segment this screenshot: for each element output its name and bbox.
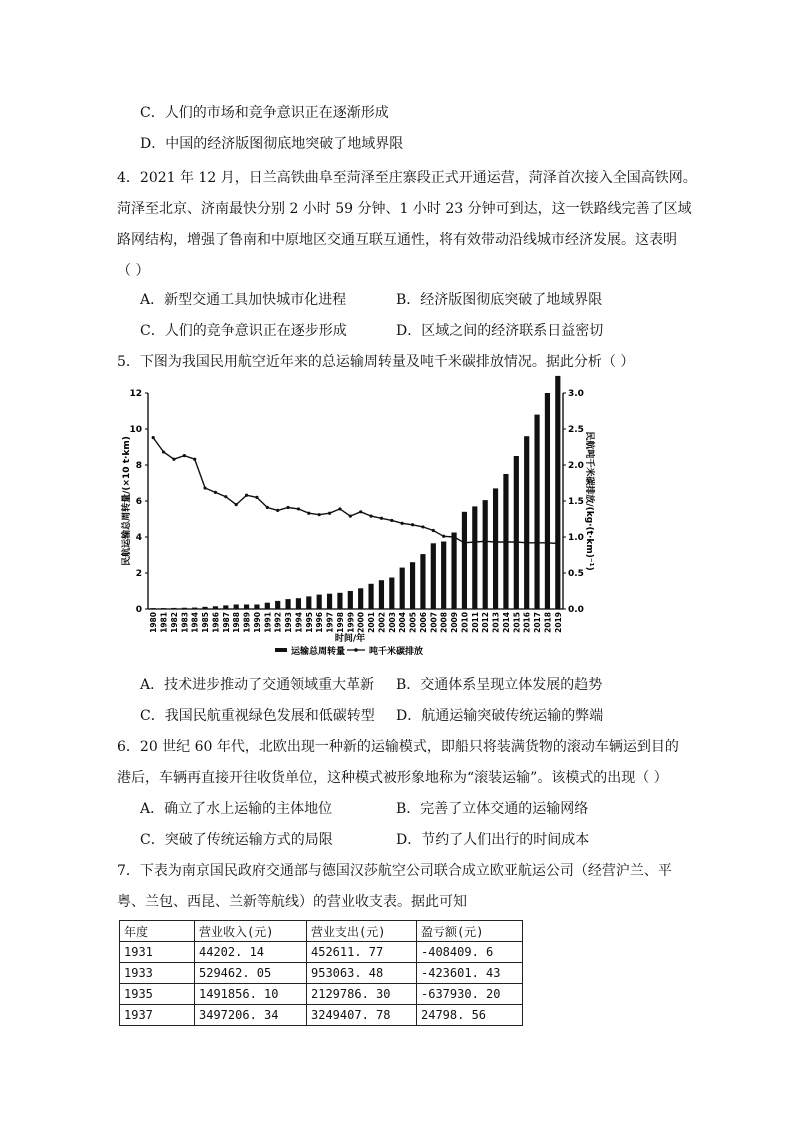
bar <box>472 506 477 609</box>
bar <box>275 601 280 609</box>
q6-stem-line2: 港后，车辆再直接开往收货单位，这种模式被形象地称为“滚装运输”。该模式的出现（ ） <box>117 770 668 786</box>
q5-option-d: D．航通运输突破传统运输的弊端 <box>396 708 604 724</box>
x-tick-label: 2005 <box>408 612 418 633</box>
line-point <box>411 523 414 526</box>
bar <box>161 608 166 609</box>
bar <box>410 562 415 609</box>
table-cell: 2129786. 30 <box>307 984 417 1005</box>
table-row <box>120 963 523 984</box>
bar <box>337 593 342 609</box>
x-tick-label: 1982 <box>169 612 179 633</box>
bar <box>182 608 187 609</box>
x-tick-label: 2016 <box>522 612 532 633</box>
line-point <box>193 458 196 461</box>
line-point <box>463 541 466 544</box>
line-point <box>162 450 165 453</box>
table-cell: 1491856. 10 <box>195 984 307 1005</box>
q4-stem-line1: 4．2021 年 12 月，日兰高铁曲阜至菏泽至庄寨段正式开通运营，菏泽首次接入全国高铁网。 <box>117 170 697 186</box>
bar <box>400 568 405 609</box>
q6-option-a: A．确立了水上运输的主体地位 <box>140 801 333 817</box>
x-tick-label: 1998 <box>335 612 345 633</box>
table-cell: 1933 <box>120 963 195 984</box>
line-point <box>504 540 507 543</box>
x-axis-label: 时间/年 <box>334 634 366 644</box>
bar <box>244 605 249 610</box>
x-tick-label: 1999 <box>346 612 356 633</box>
table-header-cell: 营业收入(元) <box>195 921 307 942</box>
x-tick-label: 2018 <box>543 612 553 633</box>
x-tick-label: 1995 <box>304 612 314 633</box>
bar <box>358 588 363 609</box>
table-cell: 1931 <box>120 942 195 963</box>
q3-option-d: D．中国的经济版图彻底地突破了地域界限 <box>140 136 404 152</box>
bar <box>327 594 332 609</box>
bar <box>234 605 239 610</box>
line-point <box>515 540 518 543</box>
x-tick-label: 2006 <box>418 612 428 633</box>
line-point <box>473 540 476 543</box>
x-tick-label: 2009 <box>450 612 460 633</box>
y-tick-label: 6 <box>135 497 142 507</box>
table-cell: 3249407. 78 <box>307 1005 417 1026</box>
q6-stem-line1: 6．20 世纪 60 年代，北欧出现一种新的运输模式，即船只将装满货物的滚动车辆运到目的 <box>117 739 679 755</box>
y-tick-label: 0 <box>135 605 142 615</box>
line-point <box>255 496 258 499</box>
x-tick-label: 2014 <box>501 612 511 633</box>
q4-option-c: C．人们的竞争意识正在逐步形成 <box>140 323 347 339</box>
x-tick-label: 1987 <box>221 612 231 633</box>
bar <box>389 578 394 610</box>
y2-tick-label: 1.5 <box>568 497 584 507</box>
x-tick-label: 2007 <box>429 612 439 633</box>
bar <box>317 595 322 609</box>
line-point <box>328 512 331 515</box>
bar <box>151 608 156 609</box>
bar <box>171 608 176 609</box>
x-tick-label: 2012 <box>481 612 491 633</box>
bar <box>545 393 550 609</box>
line-point <box>214 491 217 494</box>
bar <box>306 596 311 609</box>
line-point <box>266 506 269 509</box>
x-tick-label: 1986 <box>211 612 221 633</box>
line-point <box>494 540 497 543</box>
x-tick-label: 1980 <box>149 612 159 633</box>
line-point <box>152 436 155 439</box>
q5-stem: 5．下图为我国民用航空近年来的总运输周转量及吨千米碳排放情况。据此分析（ ） <box>117 354 635 370</box>
table-header-cell: 盈亏额(元) <box>417 921 523 942</box>
table-cell: 529462. 05 <box>195 963 307 984</box>
y-tick-label: 4 <box>135 533 142 543</box>
q6-option-c: C．突破了传统运输方式的局限 <box>140 832 333 848</box>
aviation-chart <box>115 385 594 665</box>
y2-tick-label: 0.0 <box>568 605 584 615</box>
line-point <box>380 517 383 520</box>
bar <box>524 436 529 609</box>
x-tick-label: 1990 <box>252 612 262 633</box>
line-point <box>556 542 559 545</box>
legend-bar-label: 运输总周转量 <box>291 647 346 657</box>
q5-option-a: A．技术进步推动了交通领域重大革新 <box>140 677 375 693</box>
y2-tick-label: 2.0 <box>568 461 584 471</box>
legend <box>275 645 423 657</box>
bar <box>534 415 539 609</box>
bar <box>379 580 384 609</box>
line-point <box>245 494 248 497</box>
table-cell: -637930. 20 <box>417 984 523 1005</box>
table-cell: 24798. 56 <box>417 1005 523 1026</box>
bar <box>265 603 270 609</box>
q4-stem-line2: 菏泽至北京、济南最快分别 2 小时 59 分钟、1 小时 23 分钟可到达，这一铁路线完善了区域 <box>117 201 692 217</box>
x-tick-label: 2015 <box>512 612 522 633</box>
line-point <box>307 512 310 515</box>
bar <box>213 606 218 609</box>
q7-stem-line2: 粤、兰包、西昆、兰新等航线）的营业收支表。据此可知 <box>117 894 467 910</box>
table-row <box>120 1005 523 1026</box>
table-row <box>120 984 523 1005</box>
line-point <box>401 522 404 525</box>
line-point <box>452 535 455 538</box>
x-tick-label: 2017 <box>533 612 543 633</box>
y2-tick-label: 0.5 <box>568 569 584 579</box>
line-point <box>546 541 549 544</box>
bar <box>285 599 290 609</box>
x-tick-label: 1991 <box>263 612 273 633</box>
bar <box>555 376 560 609</box>
bar <box>431 543 436 609</box>
bar <box>441 542 446 610</box>
x-tick-label: 2001 <box>367 612 377 633</box>
y-tick-label: 12 <box>129 389 142 399</box>
line-point <box>183 454 186 457</box>
table-header-cell: 年度 <box>120 921 195 942</box>
x-tick-label: 1984 <box>190 612 200 633</box>
table-cell: -423601. 43 <box>417 963 523 984</box>
x-tick-label: 1985 <box>201 612 211 633</box>
x-tick-label: 1983 <box>180 612 190 633</box>
q5-option-c: C．我国民航重视绿色发展和低碳转型 <box>140 708 375 724</box>
x-tick-label: 2013 <box>491 612 501 633</box>
x-tick-label: 2002 <box>377 612 387 633</box>
y2-axis-label: 民航吨千米碳排放/(kg·(t·km)⁻¹) <box>584 431 594 571</box>
q6-option-d: D．节约了人们出行的时间成本 <box>396 832 590 848</box>
q4-stem-line3: 路网结构，增强了鲁南和中原地区交通互联互通性，将有效带动沿线城市经济发展。这表明 <box>117 232 677 248</box>
line-point <box>484 540 487 543</box>
x-tick-label: 1992 <box>273 612 283 633</box>
y-axis-label: 民航运输总周转量/(×10 t·km) <box>122 436 132 566</box>
bar <box>483 500 488 609</box>
x-tick-label: 1994 <box>294 612 304 633</box>
line-point <box>442 535 445 538</box>
line-point <box>421 525 424 528</box>
bar <box>192 608 197 609</box>
x-tick-label: 1993 <box>284 612 294 633</box>
line-point <box>297 507 300 510</box>
q4-answer-blank: （ ） <box>117 263 150 279</box>
x-tick-label: 1997 <box>325 612 335 633</box>
x-tick-label: 1996 <box>315 612 325 633</box>
line-point <box>224 495 227 498</box>
bar <box>451 533 456 610</box>
table-cell: 44202. 14 <box>195 942 307 963</box>
table-row <box>120 942 523 963</box>
bar <box>223 605 228 609</box>
table-cell: 3497206. 34 <box>195 1005 307 1026</box>
q4-option-d: D．区域之间的经济联系日益密切 <box>396 323 604 339</box>
table-cell: 953063. 48 <box>307 963 417 984</box>
bar <box>202 607 207 609</box>
q4-option-a: A．新型交通工具加快城市化进程 <box>140 292 347 308</box>
bar <box>368 584 373 609</box>
y-tick-label: 2 <box>135 569 142 579</box>
table-cell: 1935 <box>120 984 195 1005</box>
line-point <box>203 486 206 489</box>
line-point <box>535 541 538 544</box>
x-tick-label: 1989 <box>242 612 252 633</box>
line-point <box>390 519 393 522</box>
table-cell: 1937 <box>120 1005 195 1026</box>
x-tick-label: 2011 <box>470 612 480 633</box>
x-tick-label: 2008 <box>439 612 449 633</box>
y2-tick-label: 3.0 <box>568 389 584 399</box>
revenue-table <box>119 920 523 1026</box>
x-tick-label: 2000 <box>356 612 366 633</box>
bar <box>462 512 467 609</box>
legend-line-label: 吨千米碳排放 <box>369 647 424 657</box>
line-point <box>276 509 279 512</box>
bar <box>514 456 519 609</box>
x-tick-label: 2019 <box>553 612 563 633</box>
q4-option-b: B．经济版图彻底突破了地域界限 <box>396 292 603 308</box>
line-point <box>172 458 175 461</box>
bar <box>493 488 498 609</box>
line-point <box>286 506 289 509</box>
x-tick-label: 2004 <box>398 612 408 633</box>
y2-tick-label: 1.0 <box>568 533 584 543</box>
bar <box>254 605 259 610</box>
x-tick-label: 1981 <box>159 612 169 633</box>
line-point <box>369 515 372 518</box>
q7-stem-line1: 7．下表为南京国民政府交通部与德国汉莎航空公司联合成立欧亚航运公司（经营沪兰、平 <box>117 863 672 879</box>
line-point <box>432 529 435 532</box>
x-tick-label: 2010 <box>460 612 470 633</box>
line-point <box>525 541 528 544</box>
table-cell: 452611. 77 <box>307 942 417 963</box>
line-point <box>235 503 238 506</box>
q6-option-b: B．完善了立体交通的运输网络 <box>396 801 589 817</box>
bar <box>296 598 301 609</box>
table-header-cell: 营业支出(元) <box>307 921 417 942</box>
line-point <box>359 510 362 513</box>
y-tick-label: 8 <box>135 461 142 471</box>
y2-tick-label: 2.5 <box>568 425 584 435</box>
y-tick-label: 10 <box>129 425 142 435</box>
q3-option-c: C．人们的市场和竞争意识正在逐渐形成 <box>140 105 389 121</box>
bar <box>420 554 425 609</box>
line-point <box>338 507 341 510</box>
bar <box>348 591 353 609</box>
table-cell: -408409. 6 <box>417 942 523 963</box>
x-tick-label: 1988 <box>232 612 242 633</box>
line-point <box>318 513 321 516</box>
table-header-row <box>120 921 523 942</box>
line-point <box>349 515 352 518</box>
x-tick-label: 2003 <box>387 612 397 633</box>
q5-option-b: B．交通体系呈现立体发展的趋势 <box>396 677 603 693</box>
